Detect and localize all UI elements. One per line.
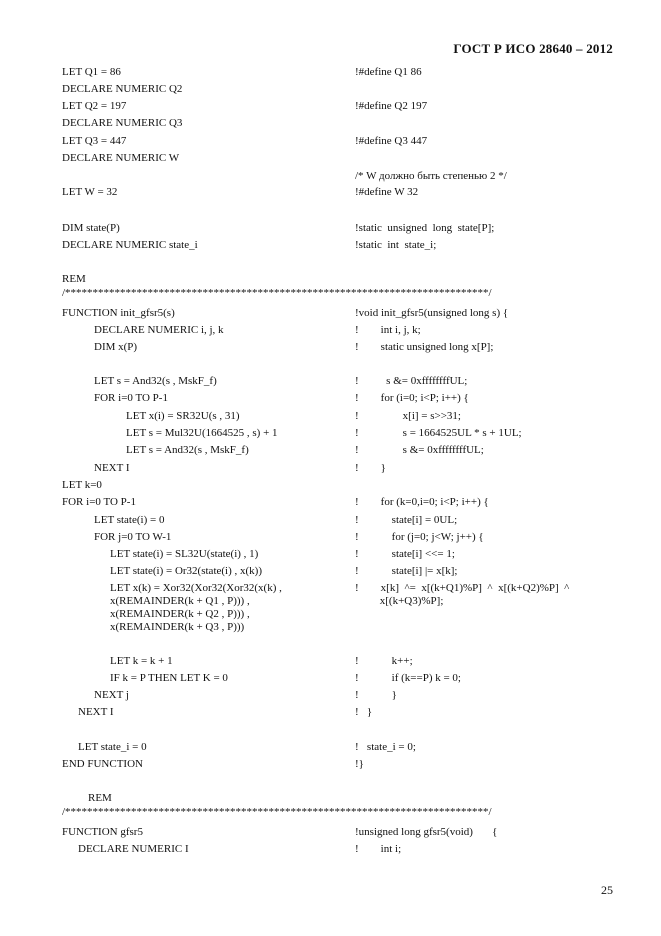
basic-code-line: NEXT j [94, 689, 129, 701]
basic-code-line: NEXT I [78, 706, 114, 718]
c-code-line: !#define W 32 [355, 186, 419, 198]
c-code-line: !unsigned long gfsr5(void) { [355, 826, 498, 838]
c-code-line: !void init_gfsr5(unsigned long s) { [355, 307, 509, 319]
c-code-line: ! int i; [355, 843, 402, 855]
c-code-line: x[(k+Q3)%P]; [355, 595, 444, 607]
c-code-line: ! k++; [355, 655, 413, 667]
basic-code-line: LET W = 32 [62, 186, 118, 198]
c-code-line: ! if (k==P) k = 0; [355, 672, 461, 684]
c-code-line: !static unsigned long state[P]; [355, 222, 495, 234]
basic-code-line: NEXT I [94, 462, 130, 474]
basic-code-line: LET x(k) = Xor32(Xor32(Xor32(x(k) , [110, 582, 282, 594]
c-code-line: ! state[i] <<= 1; [355, 548, 455, 560]
basic-code-line: FOR i=0 TO P-1 [94, 392, 168, 404]
c-code-line: ! for (k=0,i=0; i<P; i++) { [355, 496, 489, 508]
c-code-line: /* W должно быть степенью 2 */ [355, 170, 507, 182]
c-code-line: ! } [355, 706, 373, 718]
c-code-line: ! state[i] = 0UL; [355, 514, 458, 526]
c-code-line: ! s &= 0xffffffffUL; [355, 444, 484, 456]
c-code-line: !#define Q3 447 [355, 135, 428, 147]
basic-code-line: LET state(i) = SL32U(state(i) , 1) [110, 548, 259, 560]
basic-code-line: DECLARE NUMERIC Q2 [62, 83, 183, 95]
basic-code-line: LET s = And32(s , MskF_f) [94, 375, 217, 387]
basic-code-line: LET k = k + 1 [110, 655, 173, 667]
basic-code-line: LET s = Mul32U(1664525 , s) + 1 [126, 427, 278, 439]
basic-code-line: /*****************************************************************************/ [62, 806, 492, 818]
c-code-line: ! static unsigned long x[P]; [355, 341, 494, 353]
basic-code-line: LET Q3 = 447 [62, 135, 127, 147]
c-code-line: !#define Q2 197 [355, 100, 428, 112]
page-number: 25 [601, 883, 613, 897]
c-code-line: !static int state_i; [355, 239, 437, 251]
basic-code-line: x(REMAINDER(k + Q3 , P))) [110, 621, 245, 633]
basic-code-line: /*****************************************************************************/ [62, 287, 492, 299]
c-code-line: ! s = 1664525UL * s + 1UL; [355, 427, 522, 439]
basic-code-line: DIM state(P) [62, 222, 120, 234]
basic-code-line: LET s = And32(s , MskF_f) [126, 444, 249, 456]
basic-code-line: DECLARE NUMERIC i, j, k [94, 324, 224, 336]
basic-code-line: FUNCTION gfsr5 [62, 826, 143, 838]
c-code-line: !} [355, 758, 364, 770]
c-code-line: ! for (j=0; j<W; j++) { [355, 531, 484, 543]
basic-code-line: DECLARE NUMERIC state_i [62, 239, 198, 251]
basic-code-line: LET Q1 = 86 [62, 66, 121, 78]
basic-code-line: END FUNCTION [62, 758, 143, 770]
basic-code-line: REM [88, 792, 112, 804]
c-code-line: ! state[i] |= x[k]; [355, 565, 458, 577]
basic-code-line: IF k = P THEN LET K = 0 [110, 672, 228, 684]
basic-code-line: DECLARE NUMERIC W [62, 152, 180, 164]
c-code-line: !#define Q1 86 [355, 66, 422, 78]
document-header: ГОСТ Р ИСО 28640 – 2012 [453, 41, 613, 56]
basic-code-line: DECLARE NUMERIC Q3 [62, 117, 183, 129]
basic-code-line: DIM x(P) [94, 341, 138, 353]
c-code-line: ! } [355, 689, 397, 701]
basic-code-line: LET state(i) = 0 [94, 514, 165, 526]
c-code-line: ! int i, j, k; [355, 324, 421, 336]
basic-code-line: LET k=0 [62, 479, 102, 491]
c-code-line: ! for (i=0; i<P; i++) { [355, 392, 469, 404]
basic-code-line: LET Q2 = 197 [62, 100, 127, 112]
c-code-line: ! s &= 0xffffffffUL; [355, 375, 468, 387]
basic-code-line: REM [62, 273, 86, 285]
basic-code-line: LET x(i) = SR32U(s , 31) [126, 410, 240, 422]
basic-code-line: FOR i=0 TO P-1 [62, 496, 136, 508]
basic-code-line: LET state_i = 0 [78, 741, 147, 753]
c-code-line: ! x[k] ^= x[(k+Q1)%P] ^ x[(k+Q2)%P] ^ [355, 582, 570, 594]
basic-code-line: x(REMAINDER(k + Q1 , P))) , [110, 595, 250, 607]
c-code-line: ! x[i] = s>>31; [355, 410, 461, 422]
basic-code-line: LET state(i) = Or32(state(i) , x(k)) [110, 565, 263, 577]
c-code-line: ! } [355, 462, 386, 474]
basic-code-line: x(REMAINDER(k + Q2 , P))) , [110, 608, 250, 620]
c-code-line: ! state_i = 0; [355, 741, 416, 753]
basic-code-line: FOR j=0 TO W-1 [94, 531, 172, 543]
basic-code-line: DECLARE NUMERIC I [78, 843, 189, 855]
basic-code-line: FUNCTION init_gfsr5(s) [62, 307, 175, 319]
